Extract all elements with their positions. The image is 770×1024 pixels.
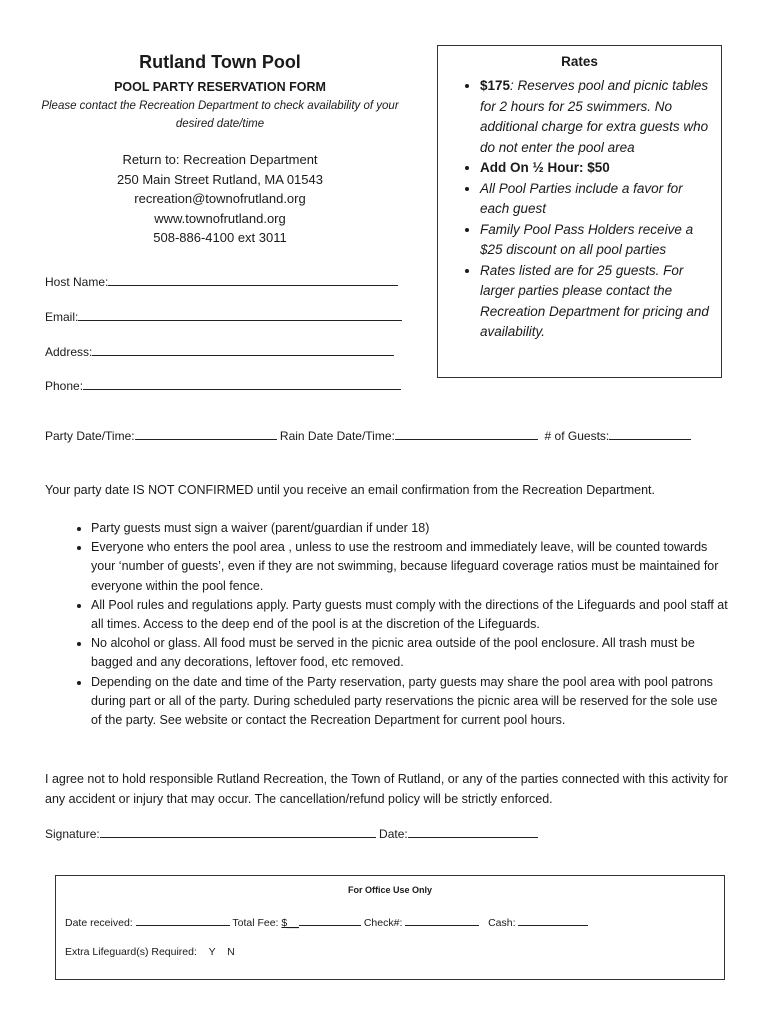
return-address: [40, 150, 400, 248]
total-fee-line[interactable]: [299, 914, 361, 926]
phone-field[interactable]: [45, 378, 401, 393]
host-name-field[interactable]: [45, 274, 398, 289]
base-price-details: : Reserves pool and picnic tables for 2 hours for 25 swimmers. No additional charge for extra guests who do not enter the pool area: [480, 78, 709, 155]
rule-item: • Party guests must sign a waiver (parent/guardian if under 18): [91, 519, 730, 538]
rule-item: • All Pool rules and regulations apply. Party guests must comply with the directions of the Lifeguards and pool staff at all times. Access to the deep end of the pool is at the discretion of the Lifeguards.: [91, 596, 730, 634]
rate-item: [480, 158, 713, 179]
add-on-rate: Add On ½ Hour: $50: [480, 160, 610, 175]
availability-note: Please contact the Recreation Department to check availability of your desired date/time: [41, 100, 399, 130]
guest-count-note: Rates listed are for 25 guests. For larger parties please contact the Recreation Department for pricing and availability.: [480, 262, 709, 339]
contact-email: recreation@townofrutland.org: [134, 191, 306, 206]
contact-phone: 508-886-4100 ext 3011: [153, 230, 287, 245]
email-line[interactable]: [78, 309, 402, 321]
email-field[interactable]: [45, 309, 402, 324]
return-to: Return to: Recreation Department: [122, 152, 318, 167]
office-payment-row: [65, 914, 588, 929]
website: www.townofrutland.org: [154, 210, 286, 226]
favor-note: All Pool Parties include a favor for each guest: [480, 180, 683, 216]
lifeguard-row: [65, 946, 235, 958]
address-label: Address:: [45, 345, 93, 359]
rules-list: [45, 519, 730, 730]
form-title: Rutland Town Pool: [139, 52, 301, 72]
date-received-line[interactable]: [136, 914, 230, 926]
rate-item: [480, 261, 713, 343]
signature-row: [45, 826, 538, 841]
party-date-line[interactable]: [135, 428, 277, 440]
rates-title: Rates: [561, 54, 598, 69]
total-fee-label: Total Fee:: [232, 917, 279, 929]
confirmation-notice: Your party date IS NOT CONFIRMED until you receive an email confirmation from the Recreation Department.: [45, 483, 655, 497]
base-price: $175: [480, 78, 511, 93]
rates-list: [438, 76, 721, 343]
lifeguard-yes[interactable]: Y: [208, 946, 216, 958]
signature-line[interactable]: [100, 826, 376, 838]
total-fee-prefix: $__: [281, 917, 299, 929]
address-line[interactable]: [92, 344, 394, 356]
rates-box: [437, 45, 722, 378]
date-line[interactable]: [408, 826, 538, 838]
guests-line[interactable]: [609, 428, 691, 440]
rule-item: • Depending on the date and time of the Party reservation, party guests may share the pool area with pool patrons during part or all of the party. During scheduled party reservations the picnic area will be reserved for the sole use of the party. See website or contact the Recreation Department for current pool hours.: [91, 673, 730, 731]
form-subtitle: POOL PARTY RESERVATION FORM: [114, 80, 326, 94]
host-name-line[interactable]: [108, 274, 398, 286]
check-line[interactable]: [405, 914, 479, 926]
party-date-label: Party Date/Time:: [45, 429, 135, 443]
rule-item: • Everyone who enters the pool area , unless to use the restroom and immediately leave, will be counted towards your ‘number of guests’, even if they are not swimming, because lifeguard coverage ratios must be maintained for everyone within the pool fence.: [91, 538, 730, 596]
discount-note: Family Pool Pass Holders receive a $25 discount on all pool parties: [480, 221, 694, 257]
check-label: Check#:: [363, 917, 403, 929]
rain-date-line[interactable]: [395, 428, 538, 440]
lifeguard-no[interactable]: N: [227, 946, 235, 958]
office-use-box: [55, 875, 725, 980]
rule-item: • No alcohol or glass. All food must be served in the picnic area outside of the pool enclosure. All trash must be bagged and any decorations, leftover food, etc removed.: [91, 634, 730, 672]
email-label: Email:: [45, 310, 79, 324]
cash-line[interactable]: [518, 914, 588, 926]
liability-agreement: I agree not to hold responsible Rutland Recreation, the Town of Rutland, or any of the parties connected with this activity for any accident or injury that may occur. The cancellation/refund policy will be strictly enforced.: [45, 772, 728, 806]
rain-date-label: Rain Date Date/Time:: [279, 429, 395, 443]
rate-item: [480, 179, 713, 220]
guests-label: # of Guests:: [544, 429, 610, 443]
rate-item: [480, 220, 713, 261]
phone-label: Phone:: [45, 379, 84, 393]
rate-item: [480, 76, 713, 158]
date-label: Date:: [379, 827, 408, 841]
phone-line[interactable]: [83, 378, 401, 390]
party-date-row: [45, 428, 691, 443]
lifeguard-label: Extra Lifeguard(s) Required:: [65, 946, 197, 958]
address-field[interactable]: [45, 344, 394, 359]
signature-label: Signature:: [45, 827, 100, 841]
host-name-label: Host Name:: [45, 275, 109, 289]
cash-label: Cash:: [488, 917, 516, 929]
office-use-title: For Office Use Only: [347, 885, 433, 895]
date-received-label: Date received:: [65, 917, 133, 929]
street-address: 250 Main Street Rutland, MA 01543: [117, 171, 323, 187]
